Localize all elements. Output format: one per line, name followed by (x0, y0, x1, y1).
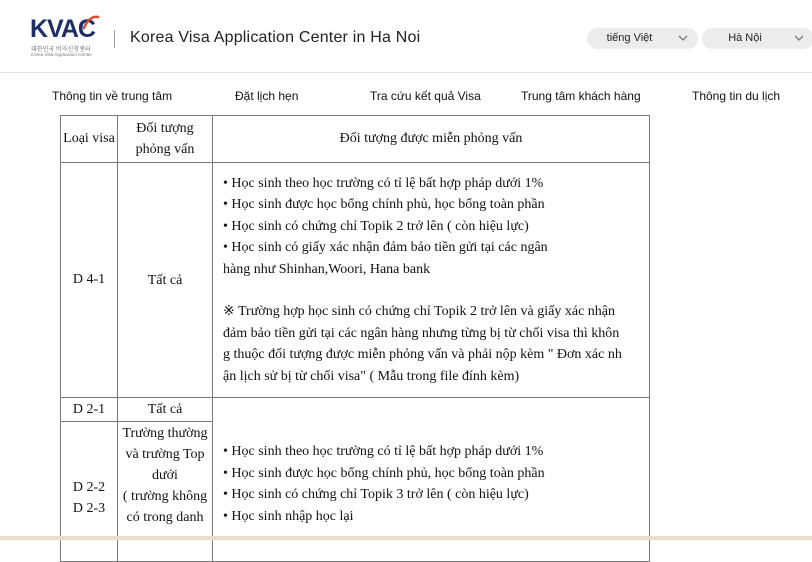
target-line: có trong danh (126, 510, 204, 525)
list-item: • Học sinh được học bổng chính phủ, học bổng toàn phần (223, 197, 545, 213)
kvac-logo[interactable] (30, 14, 102, 60)
exempt-cell (213, 163, 650, 398)
header-exempt-target: Đối tượng được miễn phỏng vấn (213, 116, 650, 163)
logo-english-subtitle: Korea Visa Application Center (31, 52, 92, 57)
list-item: • Học sinh theo học trường có tỉ lệ bất hợp pháp dưới 1% (223, 444, 544, 459)
nav-item-about[interactable]: Thông tin về trung tâm (52, 89, 173, 103)
target-cell: Tất cả (118, 163, 213, 398)
list-item: • Học sinh theo học trường có tỉ lệ bất hợp pháp dưới 1% (223, 175, 544, 191)
language-select[interactable] (587, 28, 698, 49)
table-row (61, 163, 650, 398)
nav-item-customer-center[interactable]: Trung tâm khách hàng (521, 89, 641, 103)
bottom-strip (0, 536, 812, 540)
page-content (0, 121, 812, 540)
site-header (0, 0, 812, 72)
target-cell: Tất cả (118, 398, 213, 422)
visa-type-cell: D 2-1 (61, 398, 118, 422)
visa-interview-table (60, 115, 650, 562)
header-interview-target (118, 116, 213, 163)
logo-korean-subtitle: 대한민국 비자신청센터 (31, 47, 91, 53)
exempt-bullet-list (213, 398, 649, 527)
header-target-line: phỏng vấn (135, 142, 195, 157)
main-nav (0, 72, 812, 121)
target-line: dưới (152, 468, 178, 483)
city-select[interactable] (702, 28, 812, 49)
note-line: đảm bảo tiền gửi tại các ngân hàng nhưng từng bị từ chối visa thì khôn (223, 325, 620, 341)
target-line: Trường thường (122, 426, 208, 441)
nav-item-travel-info[interactable]: Thông tin du lịch (692, 89, 781, 103)
target-line: ( trường không (122, 489, 208, 504)
note-line: ận lịch sử bị từ chối visa" ( Mẫu trong file đính kèm) (223, 368, 520, 384)
header-divider (114, 30, 115, 48)
chevron-down-icon (794, 33, 804, 43)
note-line: ※ Trường hợp học sinh có chứng chỉ Topik 2 trở lên và giấy xác nhận (223, 304, 615, 320)
table-row (61, 398, 650, 422)
list-item: • Học sinh nhập học lại (223, 508, 354, 524)
target-cell (118, 422, 213, 562)
header-target-line: Đối tượng (136, 121, 194, 136)
language-select-value: tiếng Việt (606, 32, 653, 44)
header-visa-type: Loại visa (61, 116, 118, 163)
logo-wordmark: KVAC (30, 15, 95, 43)
site-title: Korea Visa Application Center in Ha Noi (130, 29, 421, 46)
nav-item-visa-result[interactable]: Tra cứu kết quả Visa (370, 89, 481, 103)
list-item: • Học sinh có giấy xác nhận đảm bảo tiền gửi tại các ngân (223, 240, 548, 256)
nav-item-appointment[interactable]: Đặt lịch hẹn (235, 89, 299, 103)
visa-type-line: D 2-2 (72, 480, 106, 495)
list-item: • Học sinh có chứng chỉ Topik 3 trở lên ( còn hiệu lực) (223, 487, 529, 502)
chevron-down-icon (678, 33, 688, 43)
visa-type-cell: D 4-1 (61, 163, 118, 398)
list-item: • Học sinh được học bổng chính phủ, học bổng toàn phần (223, 465, 545, 481)
visa-type-cell (61, 422, 118, 562)
exempt-bullet-list (213, 173, 649, 281)
target-line: và trường Top (125, 447, 205, 462)
exempt-note (213, 301, 649, 387)
note-line: g thuộc đối tượng được miễn phỏng vấn và phải nộp kèm " Đơn xác nh (223, 347, 622, 363)
logo-swoosh-icon (82, 14, 100, 32)
list-item: hàng như Shinhan,Woori, Hana bank (223, 261, 431, 277)
city-select-value: Hà Nội (728, 32, 762, 44)
list-item: • Học sinh có chứng chỉ Topik 2 trở lên ( còn hiệu lực) (223, 218, 529, 234)
visa-type-line: D 2-3 (72, 501, 106, 516)
table-header-row (61, 116, 650, 163)
